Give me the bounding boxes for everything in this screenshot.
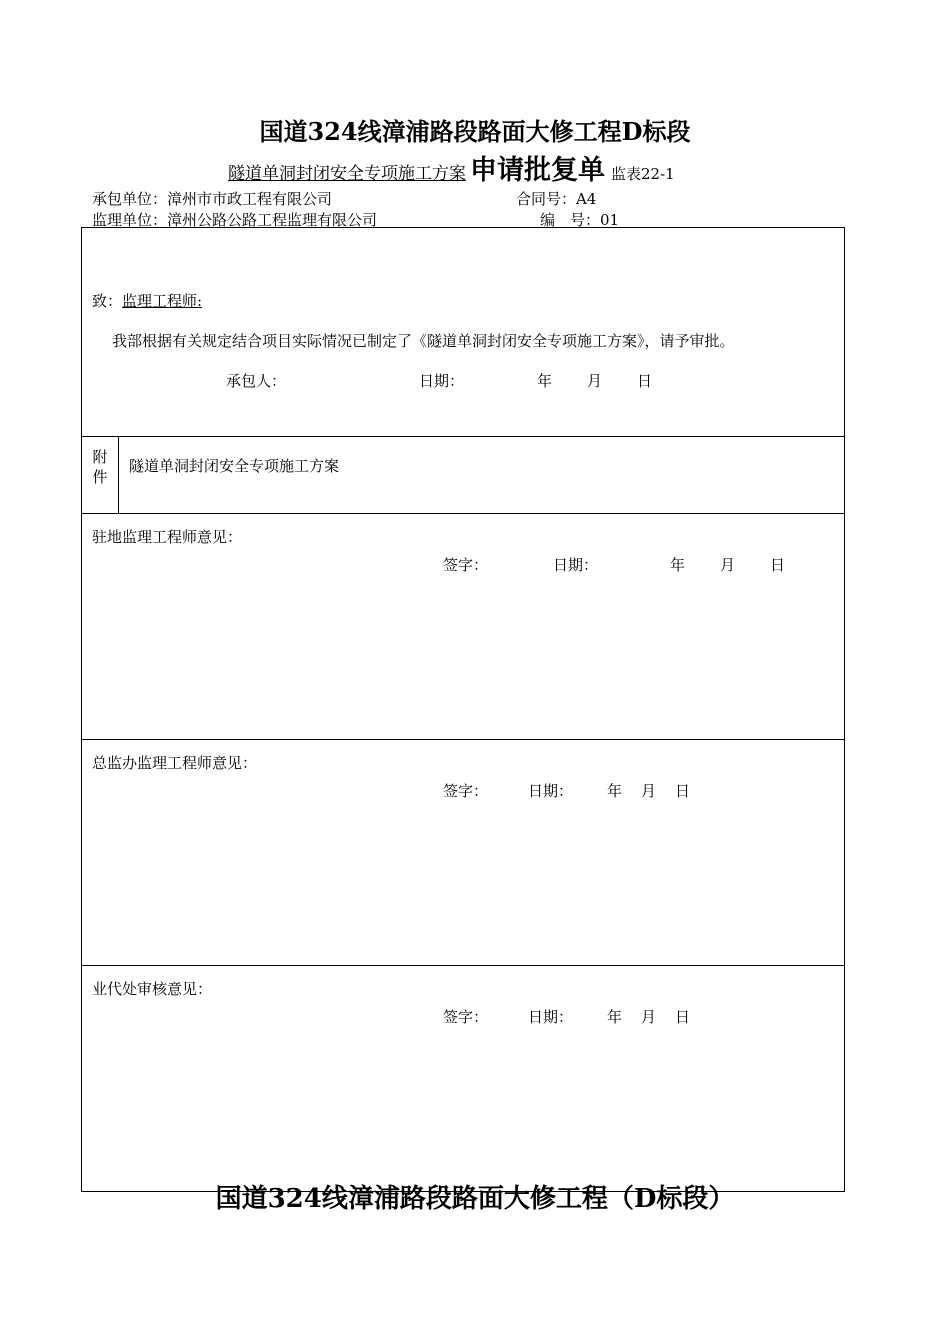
- owner-review-opinion-cell: [82, 966, 845, 1192]
- owner-sign-label: 签字：: [443, 1008, 489, 1026]
- attachment-label-line1: 附: [92, 448, 108, 466]
- serial-label: 编 号：: [540, 211, 601, 229]
- chief-engineer-opinion-cell: [82, 740, 845, 966]
- date-label: 日期：: [419, 372, 465, 390]
- resident-sign-label: 签字：: [443, 556, 489, 574]
- resident-year: 年: [670, 556, 686, 574]
- footer-title: 国道324线漳浦路段路面大修工程（D标段）: [215, 1184, 735, 1214]
- owner-day: 日: [675, 1008, 691, 1026]
- serial-value: 01: [600, 211, 620, 229]
- contractor-label: 承包单位：: [92, 190, 168, 208]
- attachment-label-line2: 件: [92, 468, 108, 486]
- attachment-label: [82, 437, 119, 514]
- year-label: 年: [537, 372, 553, 390]
- resident-opinion-title: 驻地监理工程师意见：: [92, 528, 243, 546]
- approval-form-table: [81, 227, 845, 1192]
- addressee: [92, 290, 202, 311]
- resident-day: 日: [770, 556, 786, 574]
- attachment-value: 隧道单洞封闭安全专项施工方案: [119, 437, 845, 514]
- chief-date-label: 日期：: [528, 782, 574, 800]
- contractor-sign-label: 承包人：: [226, 372, 287, 390]
- resident-engineer-opinion-cell: [82, 514, 845, 740]
- contract-no-row: [516, 188, 596, 209]
- chief-year: 年: [607, 782, 623, 800]
- chief-sign-label: 签字：: [443, 782, 489, 800]
- contract-no-value: A4: [576, 190, 597, 208]
- form-type: 申请批复单: [470, 155, 605, 186]
- to-value: 监理工程师:: [122, 292, 203, 310]
- contractor-row: [92, 188, 332, 209]
- supervisor-value: 漳州公路公路工程监理有限公司: [167, 211, 378, 229]
- owner-month: 月: [641, 1008, 657, 1026]
- day-label: 日: [637, 372, 653, 390]
- chief-day: 日: [675, 782, 691, 800]
- to-label: 致：: [92, 292, 123, 310]
- owner-year: 年: [607, 1008, 623, 1026]
- plan-name: 隧道单洞封闭安全专项施工方案: [228, 164, 466, 184]
- supervisor-label: 监理单位：: [92, 211, 168, 229]
- application-cell: [82, 228, 845, 437]
- application-body: 我部根据有关规定结合项目实际情况已制定了《隧道单洞封闭安全专项施工方案》，请予审批。: [112, 332, 735, 350]
- document-title: 国道324线漳浦路段路面大修工程D标段: [259, 117, 691, 146]
- form-subtitle: [228, 148, 675, 187]
- contractor-value: 漳州市市政工程有限公司: [167, 190, 333, 208]
- month-label: 月: [587, 372, 603, 390]
- owner-date-label: 日期：: [528, 1008, 574, 1026]
- contract-no-label: 合同号：: [516, 190, 577, 208]
- resident-date-label: 日期：: [553, 556, 599, 574]
- chief-month: 月: [641, 782, 657, 800]
- resident-month: 月: [720, 556, 736, 574]
- owner-opinion-title: 业代处审核意见：: [92, 980, 213, 998]
- chief-opinion-title: 总监办监理工程师意见：: [92, 754, 258, 772]
- form-code: 监表22-1: [611, 165, 675, 183]
